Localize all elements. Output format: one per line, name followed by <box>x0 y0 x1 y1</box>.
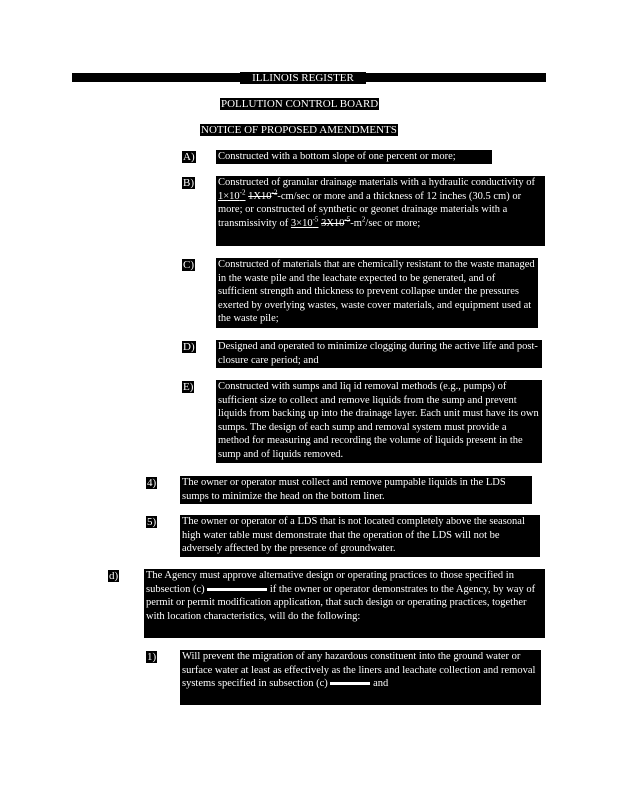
item-1-text <box>180 650 541 705</box>
header-rule-right <box>366 73 546 82</box>
item-b-new-value-1 <box>218 188 246 202</box>
item-a-label: A) <box>183 151 195 163</box>
item-b-old-value-1-exp: -2 <box>271 188 278 197</box>
item-4-text: The owner or operator must collect and remove pumpable liquids in the LDS sumps to minimize the head on the bottom liner. <box>180 476 532 504</box>
item-c-text: Constructed of materials that are chemically resistant to the waste managed in the waste pile and the leachate expected to be generated, and of sufficient strength and thickness to prevent collapse under the pressures exerted by overlying wastes, waste cover materials, and equipment used at the waste pile; <box>216 258 538 328</box>
item-5-label: 5) <box>147 516 157 528</box>
item-b-text <box>216 176 545 246</box>
redacted-mark-2 <box>330 682 370 685</box>
item-b-text-1: Constructed of granular drainage materials with a hydraulic conductivity of <box>218 177 535 188</box>
redacted-mark <box>207 588 267 591</box>
item-d-lower-label: d) <box>109 570 119 582</box>
item-1-label: 1) <box>147 651 157 663</box>
item-e-text: Constructed with sumps and liq id removal methods (e.g., pumps) of sufficient size to collect and remove liquids from the sump and prevent liquids from backing up into the drainage layer. Each unit must have its own sumps. The design of each sump and removal system must provide a method for measuring and recording the volume of liquids present in the sump and of liquids removed. <box>216 380 542 463</box>
item-b-old-value-1 <box>248 188 278 202</box>
item-d-label: D) <box>183 341 195 353</box>
item-b-text-4: /sec or more; <box>365 217 421 229</box>
item-a-text: Constructed with a bottom slope of one percent or more; <box>216 150 492 164</box>
item-b-old-value-2-base: 3X10 <box>321 217 345 229</box>
item-b-old-value-2-exp: -5 <box>344 215 351 224</box>
register-title: ILLINOIS REGISTER <box>240 72 366 84</box>
item-e-label: E) <box>183 381 194 393</box>
header-rule-left <box>72 73 240 82</box>
notice-title: NOTICE OF PROPOSED AMENDMENTS <box>201 124 397 136</box>
item-b-label: B) <box>183 177 194 189</box>
item-b-new-value-2 <box>290 215 319 229</box>
item-d-lower-text-1: The Agency must approve alternative design or operating practices to those specified in subsection (c) <box>146 570 514 595</box>
item-b-text-2: -cm/sec or more and a thickness of 12 inches (30.5 cm) or more; or constructed of synthetic or geonet drainage materials with a transmissivity of <box>218 190 522 229</box>
board-title: POLLUTION CONTROL BOARD <box>221 98 379 110</box>
item-4-label: 4) <box>147 477 157 489</box>
item-b-new-value-2-base: 3×10 <box>290 217 313 229</box>
item-b-old-value-1-base: 1X10 <box>248 190 272 202</box>
item-d-lower-text-2: if the owner or operator demonstrates to the Agency, by way of permit or permit modification application, that such design or operating practices, together with location characteristics, will do the following: <box>146 583 536 622</box>
item-1-text-1: Will prevent the migration of any hazardous constituent into the ground water or surface water at least as effectively as the liners and leachate collection and removal systems specified in subsection (c) <box>182 651 536 690</box>
item-b-text-3-exp: 2 <box>361 215 366 224</box>
item-b-text-3: -m <box>350 217 362 229</box>
item-5-text: The owner or operator of a LDS that is not located completely above the seasonal high water table must demonstrate that the operation of the LDS will not be adversely affected by the presence of groundwater. <box>180 515 540 557</box>
item-b-old-value-2 <box>321 215 351 229</box>
item-b-new-value-2-exp: -5 <box>312 215 319 224</box>
item-b-new-value-1-base: 1×10 <box>218 190 240 202</box>
item-b-new-value-1-exp: -2 <box>239 188 246 197</box>
item-d-lower-text <box>144 569 545 638</box>
item-c-label: C) <box>183 259 194 271</box>
item-1-text-2: and <box>373 678 389 690</box>
item-d-text: Designed and operated to minimize clogging during the active life and post-closure care period; and <box>216 340 542 368</box>
